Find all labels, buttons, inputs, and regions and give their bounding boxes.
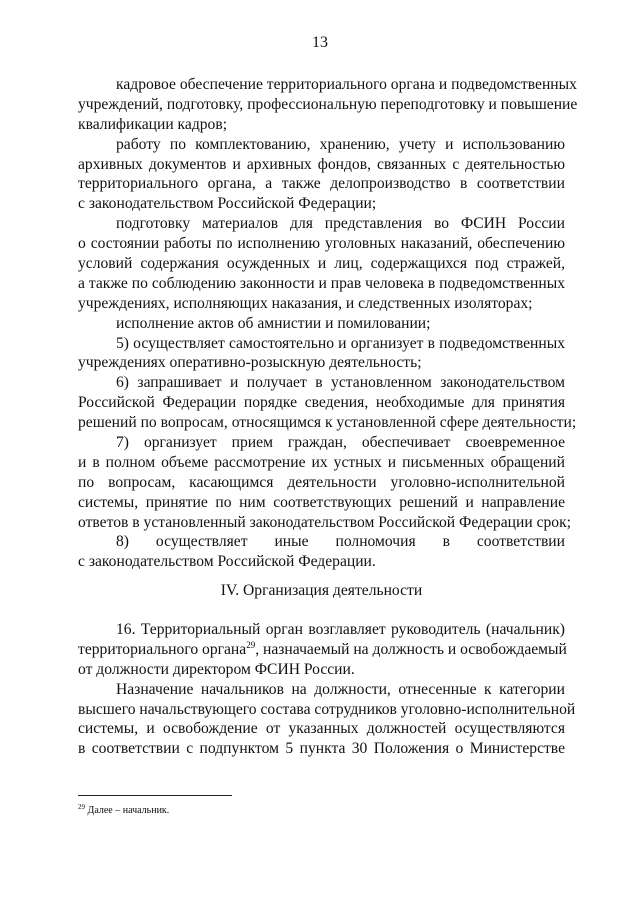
text-line: системы, и освобождение от указанных должностей осуществляются [78, 720, 565, 738]
text-line: учреждений, подготовку, профессиональную переподготовку и повышение [78, 95, 578, 113]
paragraph [78, 334, 565, 374]
text-line: архивных документов и архивных фондов, связанных с деятельностью [78, 155, 565, 173]
paragraph [78, 135, 565, 215]
text-line: исполнение актов об амнистии и помиловании; [116, 314, 431, 332]
page-number: 13 [312, 34, 328, 51]
text-line: территориального органа, а также делопроизводство в соответствии [78, 175, 565, 193]
text-line: подготовку материалов для представления во ФСИН России [116, 215, 565, 233]
text-line: 7) организует прием граждан, обеспечивает своевременное [116, 434, 565, 452]
footnote-divider [78, 795, 232, 796]
text-fragment: , назначаемый на должность и освобождаемый [255, 640, 567, 658]
text-line: квалификации кадров; [78, 115, 228, 133]
text-line: решений по вопросам, относящимся к установленной сфере деятельности; [78, 414, 577, 432]
text-line: 16. Территориальный орган возглавляет руководитель (начальник) [116, 621, 565, 638]
text-line: условий содержания осужденных и лиц, содержащихся под стражей, [78, 255, 565, 273]
text-line: ответов в установленный законодательством Российской Федерации срок; [78, 513, 571, 531]
paragraph [78, 373, 577, 433]
text-line: а также по соблюдению законности и прав человека в подведомственных [78, 274, 565, 292]
text-line: работу по комплектованию, хранению, учету и использованию [116, 135, 565, 153]
text-line: в соответствии с подпунктом 5 пункта 30 Положения о Министерстве [78, 740, 565, 758]
paragraph [78, 75, 578, 135]
text-line: с законодательством Российской Федерации; [78, 195, 377, 213]
section-body-text [78, 620, 576, 759]
text-line: 6) запрашивает и получает в установленном законодательством [116, 374, 565, 392]
body-text [78, 75, 578, 572]
text-line: кадровое обеспечение территориального органа и подведомственных [116, 76, 577, 93]
paragraph [78, 680, 576, 760]
text-line: с законодательством Российской Федерации. [78, 553, 376, 571]
footnote-text: Далее – начальник. [85, 805, 170, 816]
text-line: по вопросам, касающимся деятельности уголовно-исполнительной [78, 473, 565, 491]
text-line: системы, принятие по ним соответствующих решений и направление [78, 493, 565, 511]
footnote [78, 805, 169, 816]
footnote-number: 29 [78, 803, 85, 811]
paragraph [78, 532, 565, 572]
text-line: учреждениях оперативно-розыскную деятельность; [78, 354, 422, 372]
text-line: Российской Федерации порядке сведения, необходимые для принятия [78, 394, 565, 412]
text-line [78, 640, 565, 660]
text-line: высшего начальствующего состава сотрудников уголовно-исполнительной [78, 700, 576, 718]
footnote-reference: 29 [246, 639, 256, 650]
text-line: от должности директором ФСИН России. [78, 660, 355, 678]
paragraph [78, 433, 571, 532]
paragraph [78, 620, 565, 680]
text-line: учреждениях, исполняющих наказания, и следственных изоляторах; [78, 294, 533, 312]
text-line: и в полном объеме рассмотрение их устных и письменных обращений [78, 453, 565, 471]
section-heading: IV. Организация деятельности [220, 582, 423, 599]
text-line: Назначение начальников на должности, отнесенные к категории [116, 680, 565, 698]
paragraph [78, 314, 565, 334]
text-line: 5) осуществляет самостоятельно и организует в подведомственных [116, 334, 565, 352]
paragraph [78, 214, 565, 313]
text-line: о состоянии работы по исполнению уголовных наказаний, обеспечению [78, 235, 565, 253]
text-fragment: территориального органа [78, 640, 247, 658]
text-line: 8) осуществляет иные полномочия в соответствии [116, 533, 565, 551]
